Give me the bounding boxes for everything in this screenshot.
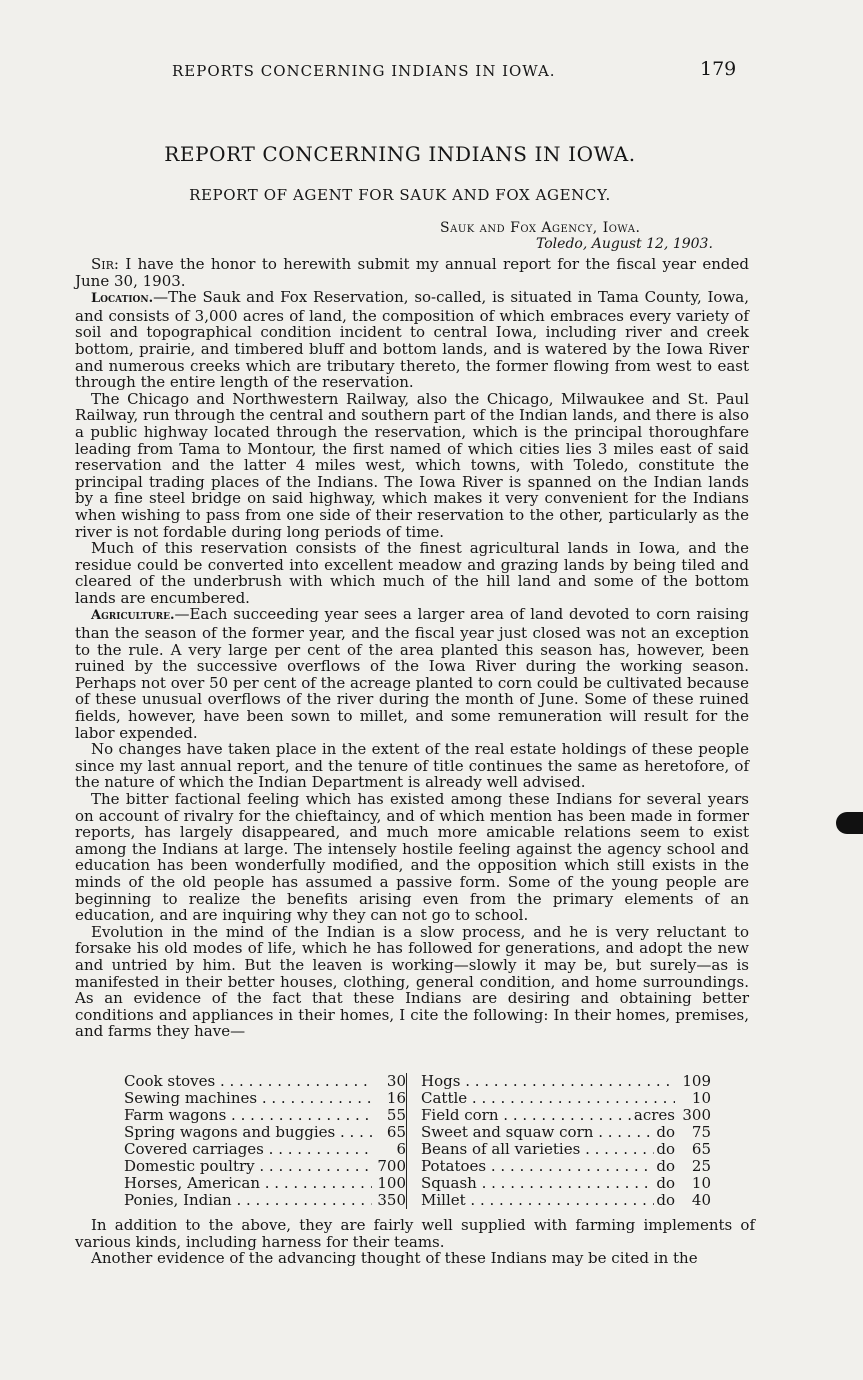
closing-text — [75, 1217, 755, 1267]
holdings-row — [421, 1124, 711, 1141]
holdings-unit: do — [656, 1191, 675, 1209]
holdings-item: Covered carriages . . . — [124, 1141, 372, 1158]
holdings-item: Ponies, Indian . . . — [124, 1192, 372, 1209]
paragraph-intro — [75, 256, 749, 289]
holdings-count: 30 — [386, 1072, 406, 1090]
holdings-row — [124, 1192, 406, 1209]
holdings-unit: do — [656, 1174, 675, 1192]
holdings-item: Sewing machines . . . — [124, 1090, 372, 1107]
report-body — [75, 256, 749, 1040]
holdings-count: 6 — [396, 1140, 406, 1158]
holdings-count: 65 — [386, 1123, 406, 1141]
holdings-item: Field corn . . . — [421, 1107, 632, 1124]
holdings-row — [421, 1175, 711, 1192]
holdings-count: 40 — [691, 1191, 711, 1209]
report-title: REPORT CONCERNING INDIANS IN IOWA. — [164, 142, 636, 166]
holdings-item: Spring wagons and buggies . . . — [124, 1124, 372, 1141]
holdings-row — [124, 1107, 406, 1124]
paragraph-text: Evolution in the mind of the Indian is a slow process, and he is very reluctant to forsake his old modes of life, which he has followed for generations, and adopt the new and untried by him. But the leaven is working—slowly it may be, but surely—as is manifested in their better houses, clothing, general condition, and home surroundings. As an evidence of the fact that these Indians are desiring and obtaining better conditions and appliances in their homes, I cite the following: In their homes, premises, and farms they have— — [75, 922, 749, 1041]
closing-paragraph: In addition to the above, they are fairly well supplied with farming implements of various kinds, including harness for their teams. — [75, 1216, 755, 1251]
paragraph-railways — [75, 391, 749, 540]
holdings-count: 700 — [377, 1157, 406, 1175]
holdings-item: Squash . . . — [421, 1175, 654, 1192]
side-heading: Agriculture. — [91, 608, 175, 624]
holdings-row — [421, 1192, 711, 1209]
paragraph-evolution — [75, 924, 749, 1040]
holdings-row — [124, 1124, 406, 1141]
holdings-column-right — [406, 1073, 711, 1209]
holdings-row — [421, 1141, 711, 1158]
dateline-date: Toledo, August 12, 1903. — [536, 236, 713, 252]
paragraph-text: I have the honor to herewith submit my annual report for the fiscal year ended June 30, 1903. — [75, 255, 749, 290]
holdings-count: 300 — [682, 1106, 711, 1124]
paragraph-holdings — [75, 741, 749, 791]
margin-tab-mark — [836, 812, 863, 834]
holdings-item: Potatoes . . . — [421, 1158, 654, 1175]
paragraph-text: —Each succeeding year sees a larger area of land devoted to corn raising than the season of the former year, and the fiscal year just closed was not an exception to the rule. A very large per cent of the area planted this season has, however, been ruined by the successive overflows of the Iowa River during the working season. Perhaps not over 50 per cent of the acreage planted to corn could be cultivated because of these unusual overflows of the river during the month of June. Some of these ruined fields, however, have been sown to millet, and some remuneration will result for the labor expended. — [75, 605, 749, 742]
holdings-count: 100 — [377, 1174, 406, 1192]
holdings-item: Hogs . . . — [421, 1073, 675, 1090]
holdings-unit: acres — [633, 1106, 675, 1124]
holdings-unit: do — [656, 1140, 675, 1158]
holdings-count: 10 — [691, 1174, 711, 1192]
running-head: REPORTS CONCERNING INDIANS IN IOWA. — [172, 62, 556, 80]
holdings-count: 25 — [691, 1157, 711, 1175]
holdings-row — [124, 1141, 406, 1158]
page-number: 179 — [700, 58, 737, 80]
paragraph-text: No changes have taken place in the extent of the real estate holdings of these people since my last annual report, and the tenure of title continues the same as heretofore, of the nature of which the Indian Department is already well advised. — [75, 740, 749, 792]
paragraph-text: —The Sauk and Fox Reservation, so-called, is situated in Tama County, Iowa, and consists of 3,000 acres of land, the composition of which embraces every variety of soil and topographical condition incident to central Iowa, including river and creek bottom, prairie, and timbered bluff and bottom lands, and is watered by the Iowa River and numerous creeks which are tributary thereto, the former flowing from west to east through the entire length of the reservation. — [75, 288, 749, 392]
paragraph-lands — [75, 540, 749, 606]
paragraph-factional — [75, 791, 749, 924]
holdings-row — [124, 1073, 406, 1090]
paragraph-agriculture — [75, 606, 749, 741]
holdings-count: 109 — [682, 1072, 711, 1090]
holdings-count: 16 — [386, 1089, 406, 1107]
holdings-table — [124, 1072, 711, 1209]
holdings-item: Farm wagons . . . — [124, 1107, 372, 1124]
side-heading: Location. — [91, 291, 154, 307]
holdings-item: Cook stoves . . . — [124, 1073, 372, 1090]
holdings-count: 350 — [377, 1191, 406, 1209]
holdings-item: Horses, American . . . — [124, 1175, 372, 1192]
holdings-count: 55 — [386, 1106, 406, 1124]
paragraph-location — [75, 289, 749, 391]
holdings-item: Domestic poultry . . . — [124, 1158, 372, 1175]
holdings-unit: do — [656, 1157, 675, 1175]
holdings-item: Sweet and squaw corn . . . — [421, 1124, 654, 1141]
holdings-row — [124, 1175, 406, 1192]
dateline-place: Sauk and Fox Agency, Iowa. — [440, 220, 641, 236]
paragraph-text: Much of this reservation consists of the finest agricultural lands in Iowa, and the residue could be converted into excellent meadow and grazing lands by being tiled and cleared of the underbrush with which much of the hill land and some of the bottom lands are encumbered. — [75, 539, 749, 607]
paragraph-text: The bitter factional feeling which has existed among these Indians for several years on account of rivalry for the chieftaincy, and of which mention has been made in former reports, has largely disappeared, and much more amicable relations seem to exist among the Indians at large. The intensely hostile feeling against the agency school and education has been wonderfully modified, and the opposition which still exists in the minds of the old people has assumed a passive form. Some of the young people are beginning to realize the benefits arising even from the primary elements of an education, and are inquiring why they can not go to school. — [75, 790, 749, 925]
holdings-row — [421, 1073, 711, 1090]
holdings-count: 10 — [691, 1089, 711, 1107]
holdings-count: 65 — [691, 1140, 711, 1158]
holdings-row — [124, 1090, 406, 1107]
paragraph-text: The Chicago and Northwestern Railway, also the Chicago, Milwaukee and St. Paul Railway, run through the central and southern part of the Indian lands, and there is also a public highway located through the reservation, which is the principal thoroughfare leading from Tama to Montour, the first named of which cities lies 3 miles east of said reservation and the latter 4 miles west, which towns, with Toledo, constitute the principal trading places of the Indians. The Iowa River is spanned on the Indian lands by a fine steel bridge on said highway, which makes it very convenient for the Indians when wishing to pass from one side of their reservation to the other, particularly as the river is not fordable during long periods of time. — [75, 389, 749, 541]
closing-paragraph: Another evidence of the advancing thought of these Indians may be cited in the — [91, 1249, 698, 1268]
holdings-row — [421, 1107, 711, 1124]
holdings-item: Cattle . . . — [421, 1090, 675, 1107]
holdings-column-left — [124, 1073, 406, 1209]
holdings-row — [124, 1158, 406, 1175]
holdings-count: 75 — [691, 1123, 711, 1141]
report-subtitle: REPORT OF AGENT FOR SAUK AND FOX AGENCY. — [189, 186, 611, 204]
holdings-item: Millet . . . — [421, 1192, 654, 1209]
salutation: Sir: — [91, 255, 119, 273]
holdings-unit: do — [656, 1123, 675, 1141]
holdings-row — [421, 1090, 711, 1107]
holdings-item: Beans of all varieties . . . — [421, 1141, 654, 1158]
holdings-row — [421, 1158, 711, 1175]
